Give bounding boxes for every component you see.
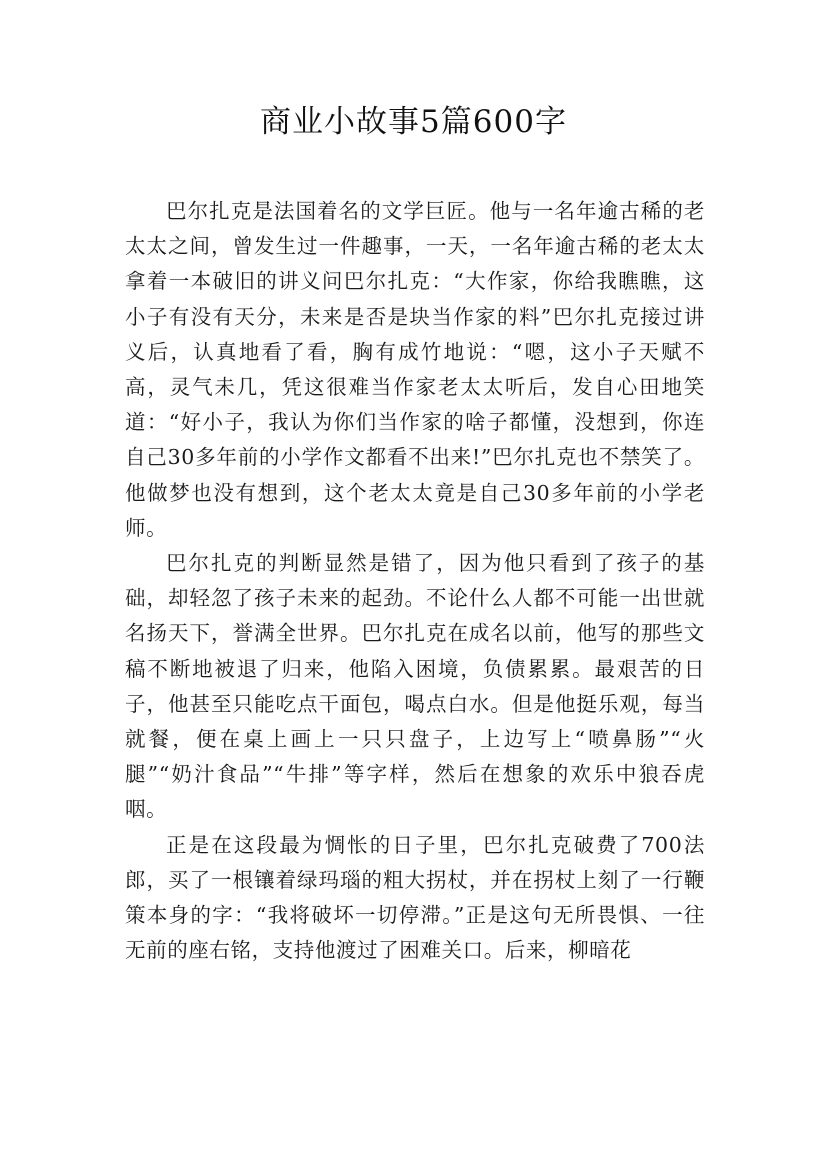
document-body	[125, 194, 705, 968]
paragraph: 巴尔扎克是法国着名的文学巨匠。他与一名年逾古稀的老太太之间，曾发生过一件趣事，一天，一名年逾古稀的老太太拿着一本破旧的讲义问巴尔扎克：“大作家，你给我瞧瞧，这小子有没有天分，未来是否是块当作家的料”巴尔扎克接过讲义后，认真地看了看，胸有成竹地说：“嗯，这小子天赋不高，灵气未几，凭这很难当作家老太太听后，发自心田地笑道：“好小子，我认为你们当作家的啥子都懂，没想到，你连自己30多年前的小学作文都看不出来!”巴尔扎克也不禁笑了。他做梦也没有想到，这个老太太竟是自己30多年前的小学老师。	[125, 199, 705, 540]
paragraph: 正是在这段最为惆怅的日子里，巴尔扎克破费了700法郎，买了一根镶着绿玛瑙的粗大拐杖，并在拐杖上刻了一行鞭策本身的字：“我将破坏一切停滞。”正是这句无所畏惧、一往无前的座右铭，支持他渡过了困难关口。后来，柳暗花	[125, 832, 705, 963]
paragraph: 巴尔扎克的判断显然是错了，因为他只看到了孩子的基础，却轻忽了孩子未来的起劲。不论什么人都不可能一出世就名扬天下，誉满全世界。巴尔扎克在成名以前，他写的那些文稿不断地被退了归来，他陷入困境，负债累累。最艰苦的日子，他甚至只能吃点干面包，喝点白水。但是他挺乐观，每当就餐，便在桌上画上一只只盘子，上边写上“喷鼻肠”“火腿”“奶汁食品”“牛排”等字样，然后在想象的欢乐中狼吞虎咽。	[125, 551, 705, 822]
document-title: 商业小故事5篇600字	[260, 104, 567, 140]
